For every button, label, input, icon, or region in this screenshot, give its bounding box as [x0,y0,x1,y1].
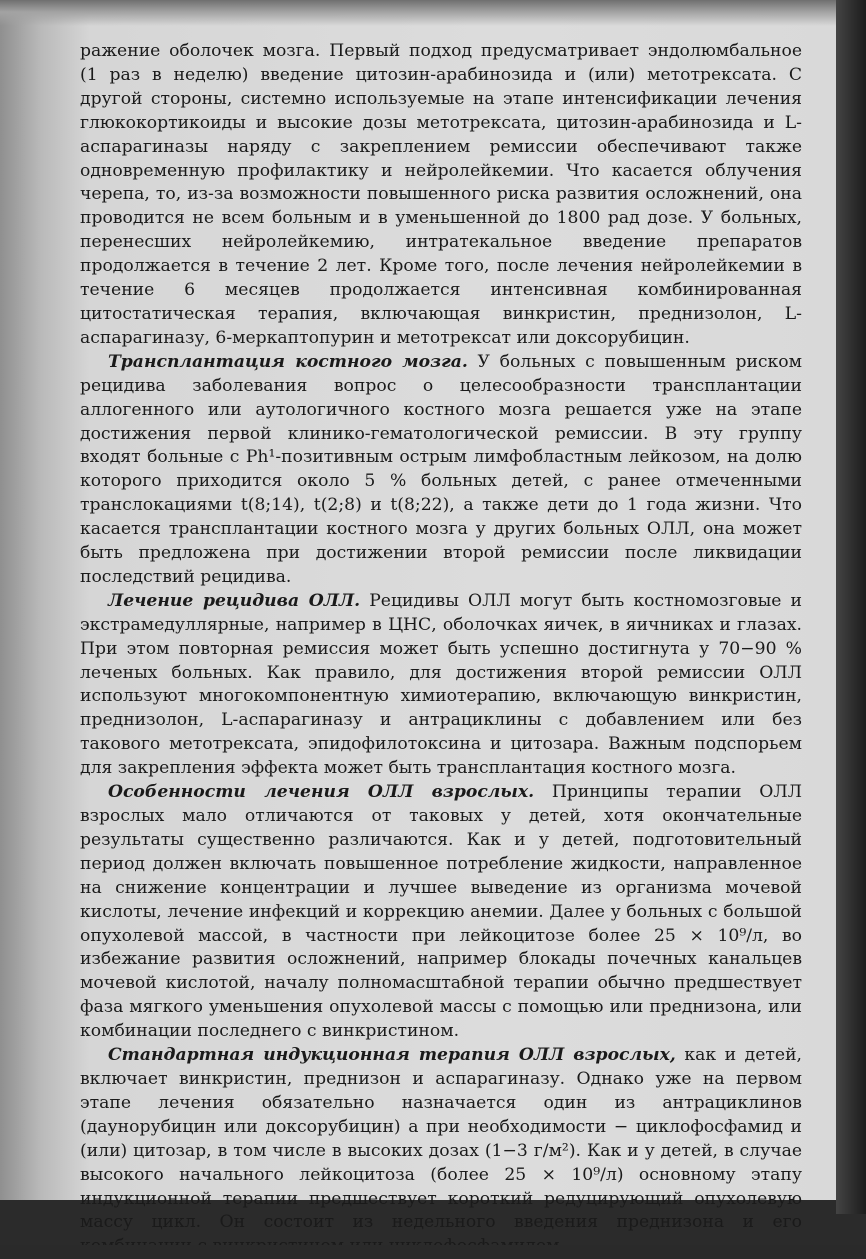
paragraph-relapse-treatment [80,590,802,781]
section-heading-bone-marrow-transplant: Трансплантация костного мозга. [108,351,468,372]
paragraph-induction-therapy [80,1044,802,1259]
paragraph-text: У больных с повышенным риском рецидива заболевания вопрос о целесообразности трансплантации аллогенного или аутологичного костного мозга решается уже на этапе достижения первой клинико-гематологической ремиссии. В эту группу входят больные с Ph¹-позитивным острым лимфобластным лейкозом, на долю которого приходится около 5 % больных детей, с ранее отмеченными транслокациями t(8;14), t(2;8) и t(8;22), а также дети до 1 года жизни. Что касается трансплантации костного мозга у других больных ОЛЛ, она может быть предложена при достижении второй ремиссии после ликвидации последствий рецидива. [80,351,802,587]
paragraph-text: Принципы терапии ОЛЛ взрослых мало отличаются от таковых у детей, хотя окончательные результаты существенно различаются. Как и у детей, подготовительный период должен включать повышенное потребление жидкости, направленное на снижение концентрации и лучшее выведение из организма мочевой кислоты, лечение инфекций и коррекцию анемии. Далее у больных с большой опухолевой массой, в частности при лейкоцитозе более 25 × 10⁹/л, во избежание развития осложнений, например блокады почечных канальцев мочевой кислотой, началу полномасштабной терапии обычно предшествует фаза мягкого уменьшения опухолевой массы с помощью или преднизона, или комбинации последнего с винкристином. [80,782,802,1042]
section-heading-induction-therapy: Стандартная индукционная терапия ОЛЛ взрослых, [108,1045,676,1066]
scan-bottom-edge [0,1245,866,1259]
paragraph-bone-marrow-transplant [80,351,802,590]
paragraph-text: ражение оболочек мозга. Первый подход предусматривает эндолюмбальное (1 раз в неделю) введение цитозин-арабинозида и (или) метотрексата. С другой стороны, системно используемые на этапе интенсификации лечения глюкокортикоиды и высокие дозы метотрексата, цитозин-арабинозида и L-аспарагиназы наряду с закреплением ремиссии обеспечивают также одновременную профилактику и нейролейкемии. Что касается облучения черепа, то, из-за возможности повышенного риска развития осложнений, она проводится не всем больным и в уменьшенной до 1800 рад дозе. У больных, перенесших нейролейкемию, интратекальное введение препаратов продолжается в течение 2 лет. Кроме того, после лечения нейролейкемии в течение 6 месяцев продолжается интенсивная комбинированная цитостатическая терапия, включающая винкристин, преднизолон, L-аспарагиназу, 6-меркаптопурин и метотрексат или доксорубицин. [80,41,802,348]
body-text [80,40,802,1259]
paragraph-text: как и детей, включает винкристин, преднизон и аспарагиназу. Однако уже на первом этапе лечения обязательно назначается один из антрациклинов (даунорубицин или доксорубицин) а при необходимости − циклофосфамид и (или) цитозар, в том числе в высоких дозах (1−3 г/м²). Как и у детей, в случае высокого начального лейкоцитоза (более 25 × 10⁹/л) основному этапу индукционной терапии предшествует короткий редуцирующий опухолевую массу цикл. Он состоит из недельного введения преднизона и его [80,1045,802,1233]
section-heading-adult-treatment: Особенности лечения ОЛЛ взрослых. [108,782,535,803]
section-heading-relapse-treatment: Лечение рецидива ОЛЛ. [108,590,361,611]
paragraph-adult-treatment [80,781,802,1044]
page-top-shadow [0,0,836,26]
paragraph-text: Рецидивы ОЛЛ могут быть костномозговые и экстрамедуллярные, например в ЦНС, оболочках яичек, в яичниках и глазах. При этом повторная ремиссия может быть успешно достигнута у 70−90 % леченых больных. Как правило, для достижения второй ремиссии ОЛЛ используют многокомпонентную химиотерапию, включающую винкристин, преднизолон, L-аспарагиназу и антрациклины с добавлением или без такового метотрексата, эпидофилотоксина и цитозара. Важным подспорьем для закрепления эффекта может быть трансплантация костного мозга. [80,590,803,779]
paragraph-neuroleukemia-prophylaxis [80,40,802,351]
scan-right-edge [836,0,866,1214]
